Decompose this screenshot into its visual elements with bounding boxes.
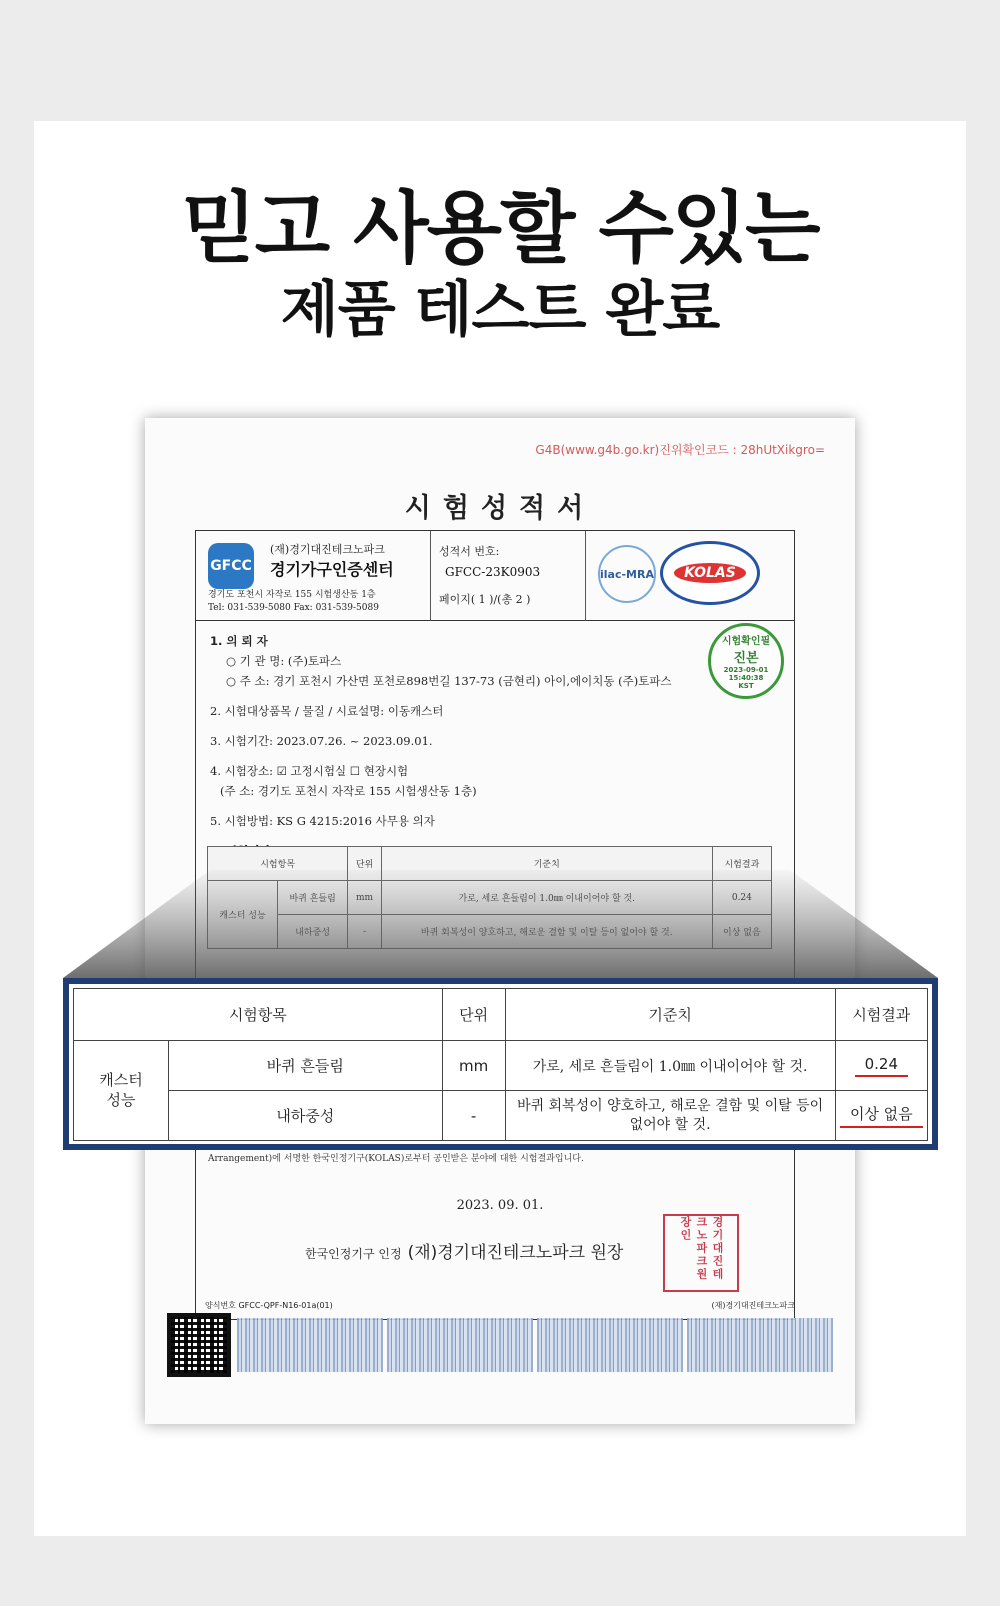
results-table xyxy=(73,988,928,1141)
gfcc-logo-icon: GFCC xyxy=(208,543,254,589)
row-result xyxy=(835,1091,927,1141)
form-organization: (재)경기대진테크노파크 xyxy=(711,1301,795,1310)
row-criteria: 가로, 세로 흔들림이 1.0㎜ 이내이어야 할 것. xyxy=(505,1041,835,1091)
signature-line: 한국인정기구 인정 (재)경기대진테크노파크 원장 xyxy=(305,1243,624,1263)
requester-address: ○ 주 소: 경기 포천시 가산면 포천로898번길 137-73 (금현리) 아이,에이치동 (주)토파스 xyxy=(226,674,672,688)
page-indicator: 페이지( 1 )/(총 2 ) xyxy=(439,593,531,606)
accreditation-note: Arrangement)에 서명한 한국인정기구(KOLAS)로부터 공인받은 분야에 대한 시험결과입니다. xyxy=(208,1154,584,1165)
headline-line2: 제품 테스트 완료 xyxy=(280,275,720,345)
location-address: (주 소: 경기도 포천시 자작로 155 시험생산동 1층) xyxy=(220,784,477,798)
certificate-title: 시험성적서 xyxy=(404,493,596,524)
section-location: 4. 시험장소: ☑ 고정시험실 ☐ 현장시험 xyxy=(210,764,409,778)
section-method: 5. 시험방법: KS G 4215:2016 사무용 의자 xyxy=(210,814,435,828)
official-seal-icon: 경기대진테크노파크원장인 xyxy=(663,1214,739,1292)
results-table-scan: 시험항목 단위 기준치 시험결과 xyxy=(207,846,772,949)
issuer-tel-fax: Tel: 031-539-5080 Fax: 031-539-5089 xyxy=(208,603,379,613)
requester-org: ○ 기 관 명: (주)토파스 xyxy=(226,654,342,668)
table-row xyxy=(74,1091,928,1141)
section-requester: 1. 의 뢰 자 xyxy=(210,634,268,648)
verify-code: G4B(www.g4b.go.kr)진위확인코드 : 28hUtXikgro= xyxy=(535,443,825,457)
section-sample: 2. 시험대상품목 / 물질 / 시료설명: 이동캐스터 xyxy=(210,704,444,718)
row-unit: mm xyxy=(442,1041,505,1091)
report-number-label: 성적서 번호: xyxy=(439,545,500,558)
issuer-name: 경기가구인증센터 xyxy=(270,560,394,579)
header-result: 시험결과 xyxy=(835,989,927,1041)
issue-date: 2023. 09. 01. xyxy=(456,1198,544,1213)
row-result xyxy=(835,1041,927,1091)
ilac-mra-logo-icon: ilac-MRA xyxy=(598,545,656,603)
issuer-name-small: (재)경기대진테크노파크 xyxy=(270,543,385,556)
headline-line1: 믿고 사용할 수있는 xyxy=(181,184,819,274)
results-table-zoom xyxy=(63,978,938,1150)
row-criteria: 바퀴 회복성이 양호하고, 해로운 결함 및 이탈 등이 없어야 할 것. xyxy=(505,1091,835,1141)
report-number: GFCC-23K0903 xyxy=(445,565,541,579)
table-row xyxy=(74,1041,928,1091)
group-caster-performance: 캐스터 성능 xyxy=(74,1041,169,1141)
kolas-logo-icon: KOLAS xyxy=(660,541,760,605)
header-unit: 단위 xyxy=(442,989,505,1041)
form-number: 양식번호 GFCC-QPF-N16-01a(01) xyxy=(205,1301,333,1310)
table-header-row xyxy=(74,989,928,1041)
section-period: 3. 시험기간: 2023.07.26. ~ 2023.09.01. xyxy=(210,734,433,748)
header-test-item: 시험항목 xyxy=(74,989,443,1041)
result-value-highlight: 0.24 xyxy=(855,1055,908,1077)
result-value-highlight: 이상 없음 xyxy=(840,1103,923,1128)
row-item: 바퀴 흔들림 xyxy=(169,1041,443,1091)
row-item: 내하중성 xyxy=(169,1091,443,1141)
row-unit: - xyxy=(442,1091,505,1141)
issuer-address: 경기도 포천시 자작로 155 시험생산동 1층 xyxy=(208,590,376,600)
header-criteria: 기준치 xyxy=(505,989,835,1041)
verification-stamp-icon: 시험확인필 진본 2023-09-01 15:40:38 KST xyxy=(708,623,784,699)
